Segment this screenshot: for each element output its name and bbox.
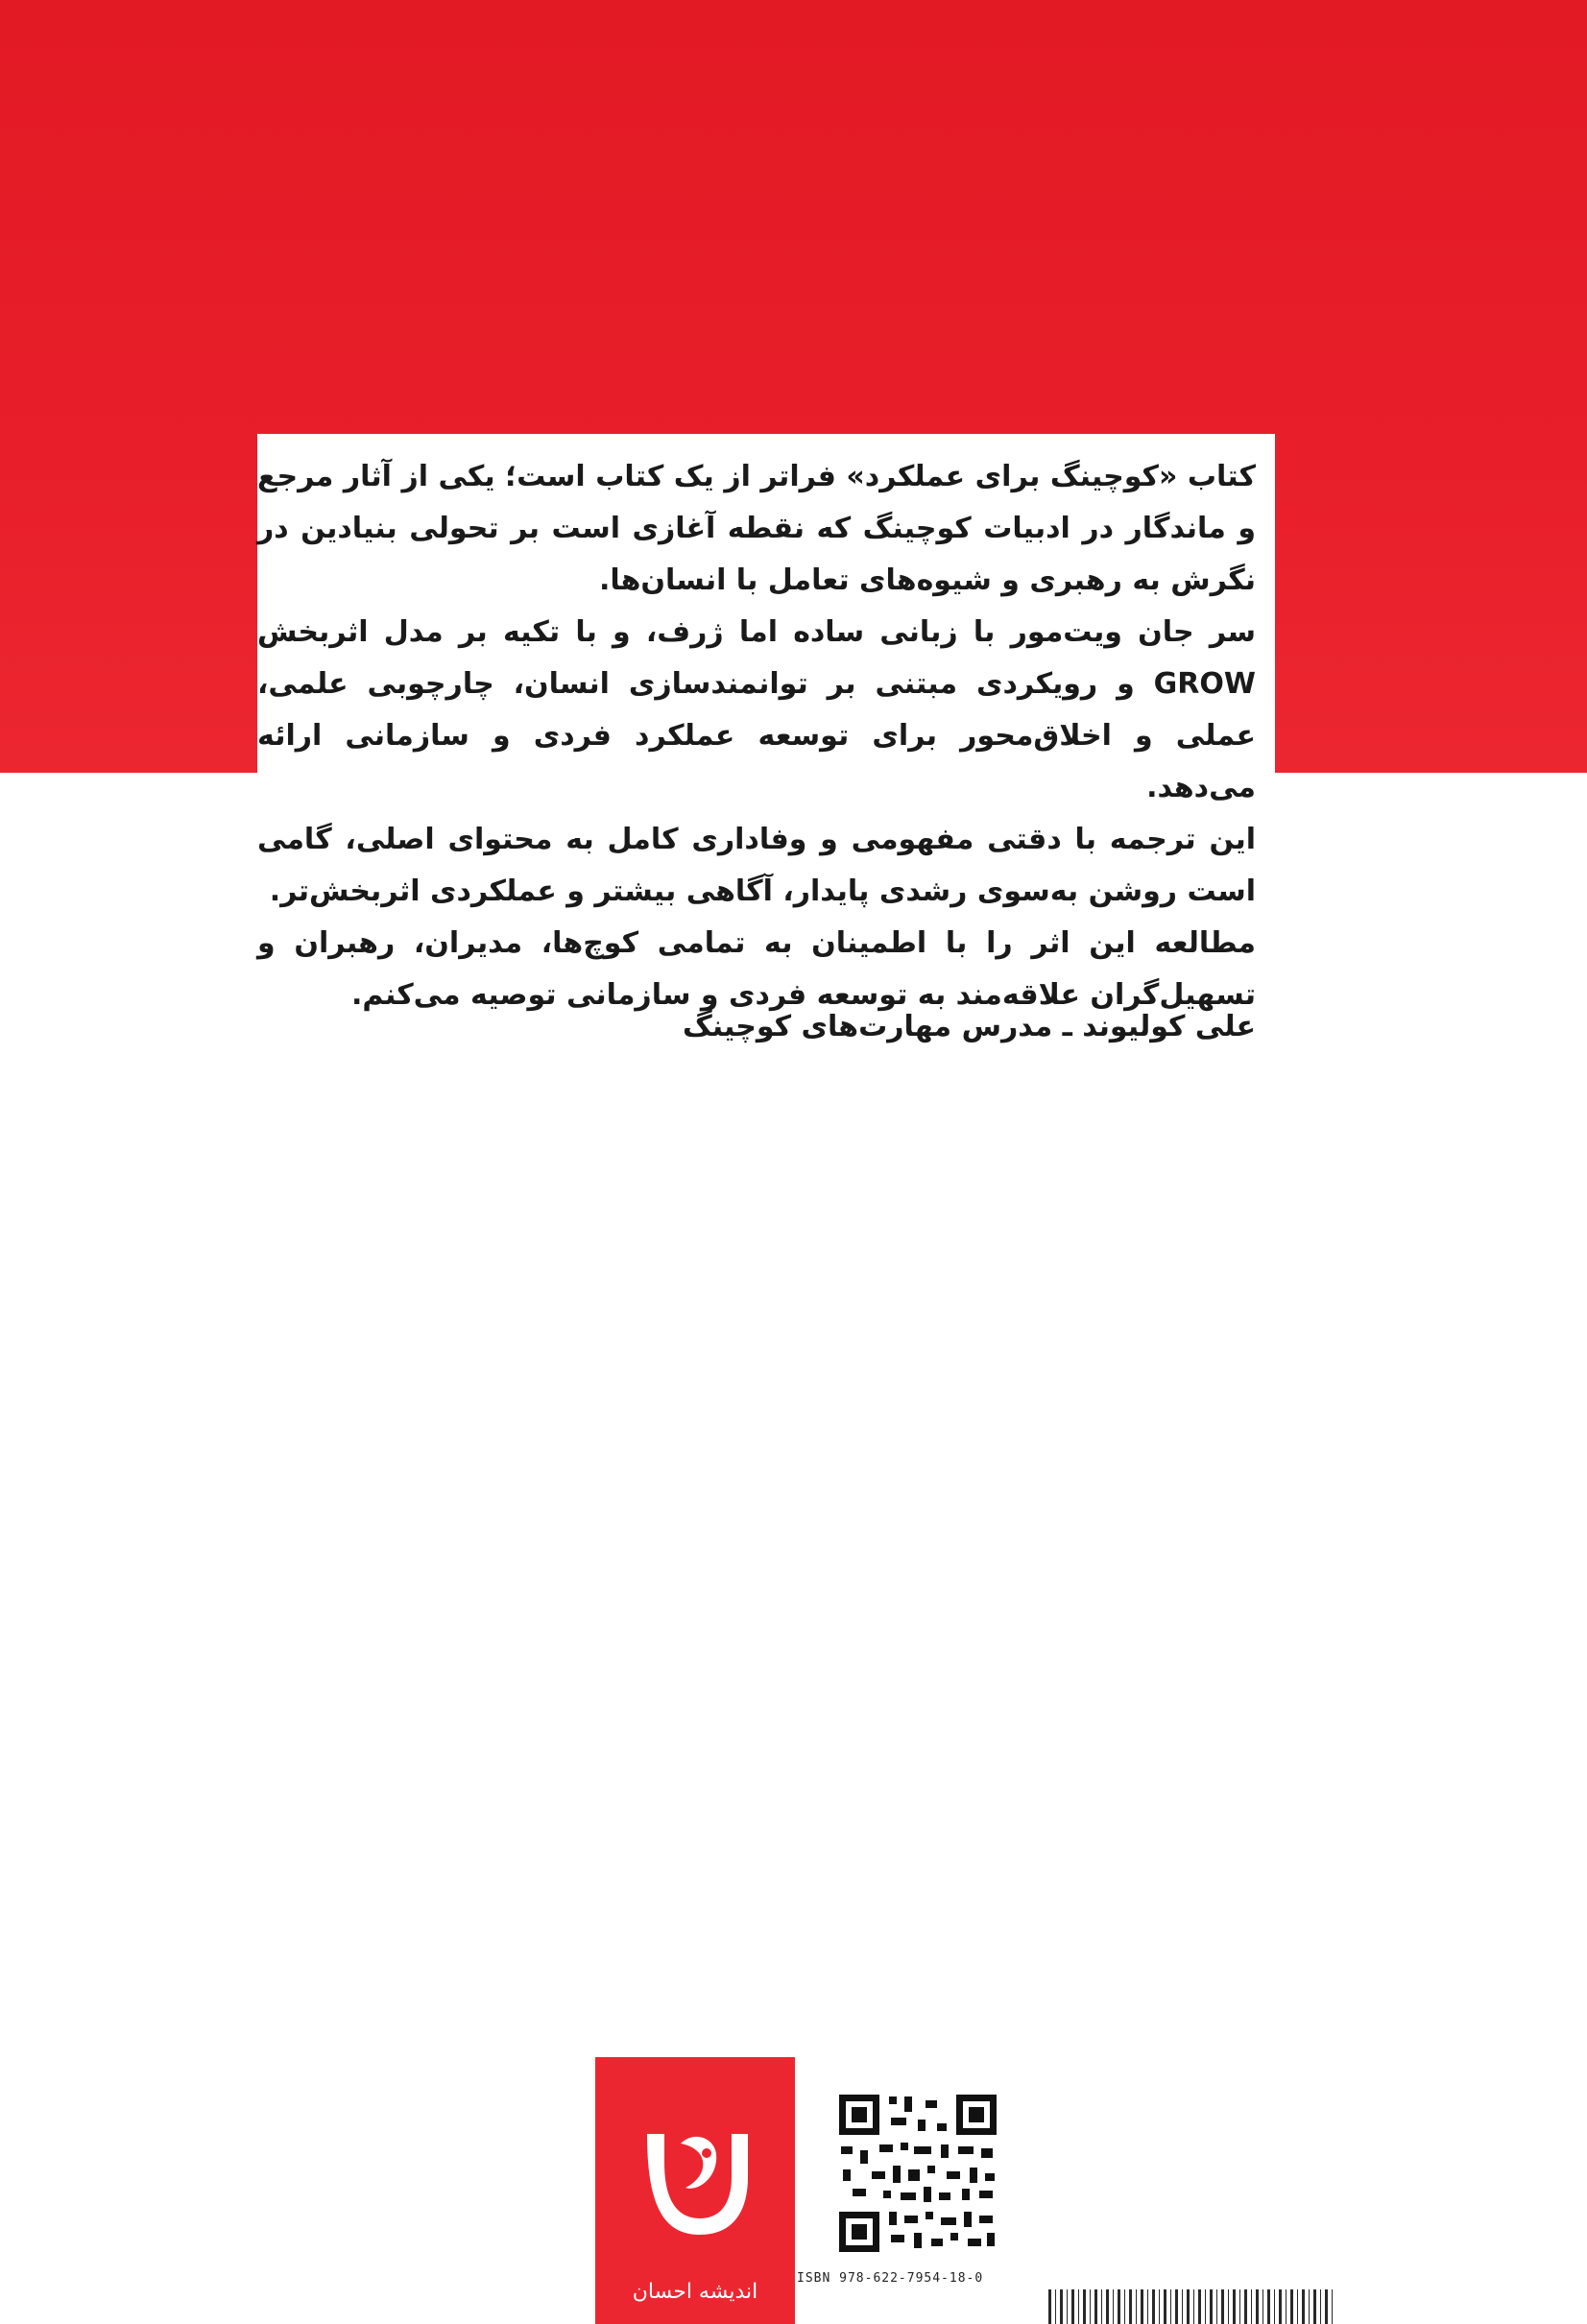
bird-logo-icon — [628, 2105, 762, 2259]
blurb-paragraph-4: مطالعه این اثر را با اطمینان به تمامی کوچ‌ها، مدیران، رهبران و تسهیل‌گران علاقه‌مند به توسعه فردی و سازمانی توصیه می‌کنم. — [257, 926, 1256, 1012]
publisher-logo — [595, 2057, 795, 2324]
blurb-paragraph-3: این ترجمه با دقتی مفهومی و وفاداری کامل به محتوای اصلی، گامی است روشن به‌سوی رشدی پایدار، آگاهی بیشتر و عملکردی اثربخش‌تر. — [257, 823, 1256, 908]
barcode — [1048, 2289, 1336, 2324]
qr-code-icon — [833, 2089, 1002, 2258]
blurb-paragraph-1: کتاب «کوچینگ برای عملکرد» فراتر از یک کتاب است؛ یکی از آثار مرجع و ماندگار در ادبیات کوچینگ که نقطه آغازی است بر تحولی بنیادین در نگرش به رهبری و شیوه‌های تعامل با انسان‌ها. — [257, 460, 1256, 597]
publisher-name: اندیشه احسان — [632, 2280, 758, 2304]
blurb-paragraph-2: سر جان ویت‌مور با زبانی ساده اما ژرف، و با تکیه بر مدل اثربخش GROW و رویکردی مبتنی بر توانمندسازی انسان، چارچوبی علمی، عملی و اخلاق‌محور برای توسعه عملکرد فردی و سازمانی ارائه می‌دهد. — [257, 615, 1256, 804]
isbn-number: ISBN 978-622-7954-18-0 — [797, 2271, 984, 2286]
endorsement-signature: علی کولیوند ـ مدرس مهارت‌های کوچینگ — [682, 1010, 1256, 1043]
back-cover-blurb — [257, 451, 1256, 1021]
